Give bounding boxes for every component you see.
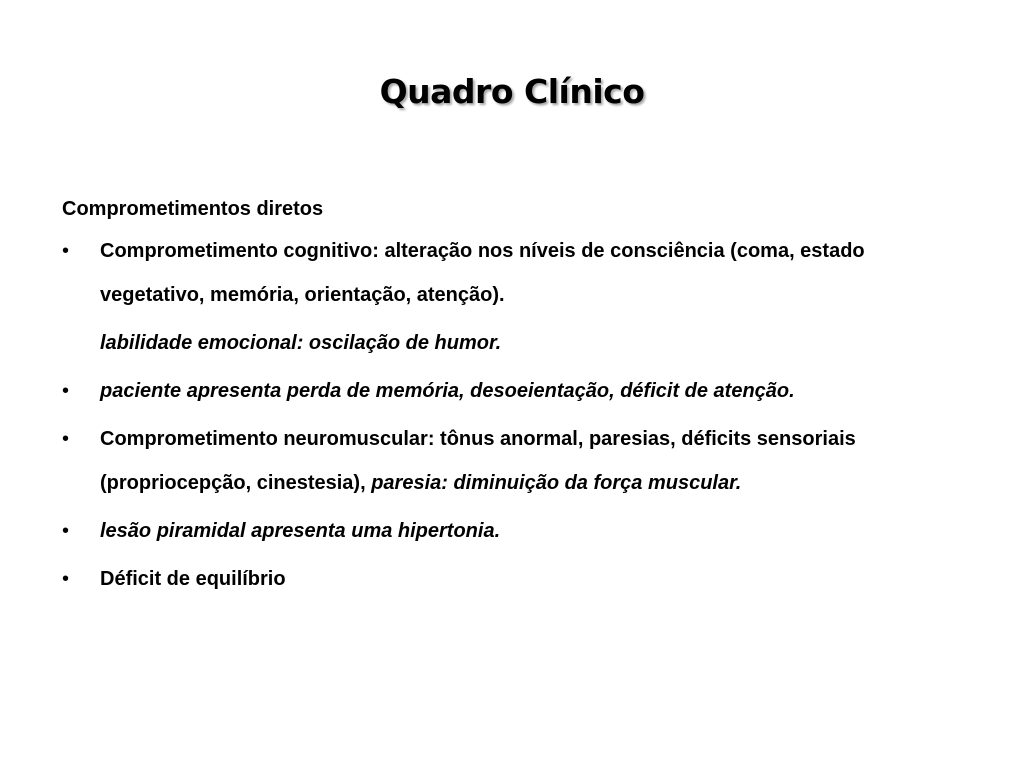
list-item [62, 557, 962, 601]
bullet: • [62, 240, 70, 262]
bullet: • [62, 520, 70, 542]
list-item [62, 417, 962, 505]
list-item-text: lesão piramidal apresenta uma hipertonia. [100, 520, 501, 542]
list-item [62, 509, 962, 553]
section-heading: Comprometimentos diretos [62, 198, 324, 220]
list-subitem [62, 321, 962, 365]
list-item [62, 229, 962, 317]
list-item-text: Déficit de equilíbrio [100, 568, 286, 590]
list-item [62, 369, 962, 413]
slide-title: Quadro Clínico [379, 72, 645, 111]
bullet: • [62, 428, 70, 450]
list-item-text-italic: paresia: diminuição da força muscular. [371, 472, 742, 494]
bullet: • [62, 568, 70, 590]
bullet: • [62, 380, 70, 402]
list-item-text: Comprometimento neuromuscular: tônus anormal, paresias, déficits sensoriais (propriocepção, cinestesia), [100, 428, 856, 494]
list-item-text: paciente apresenta perda de memória, desoeientação, déficit de atenção. [100, 380, 795, 402]
slide-content [62, 193, 962, 605]
list-subitem-text: labilidade emocional: oscilação de humor. [100, 332, 502, 354]
list-item-text: Comprometimento cognitivo: alteração nos níveis de consciência (coma, estado vegetativo, memória, orientação, atenção). [100, 240, 865, 306]
